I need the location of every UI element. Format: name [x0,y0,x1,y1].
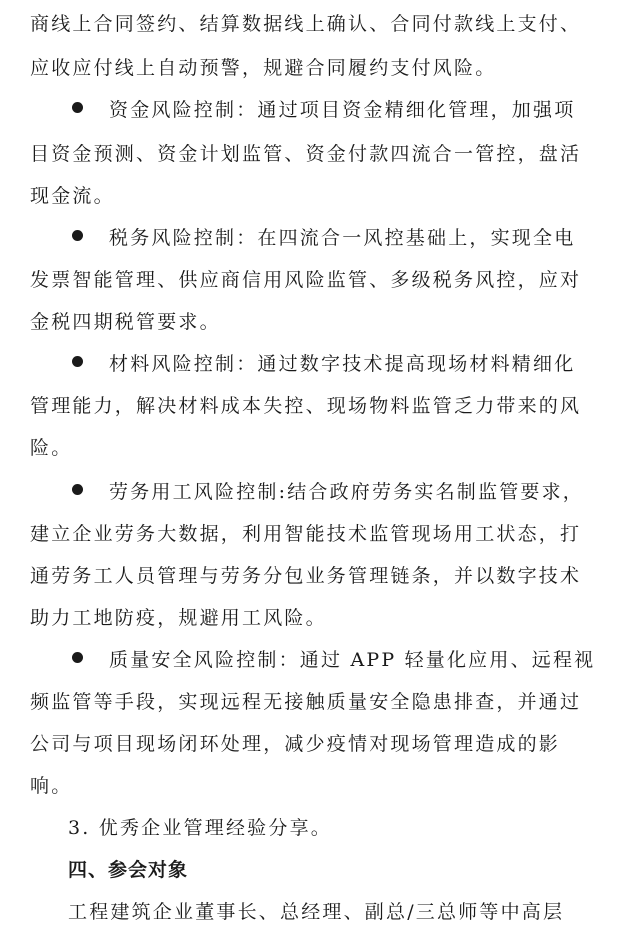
text-line: 公司与项目现场闭环处理，减少疫情对现场管理造成的影 [30,733,561,755]
text-line: 金税四期税管要求。 [30,311,221,333]
bullet-icon [72,230,83,241]
text-line: 目资金预测、资金计划监管、资金付款四流合一管控，盘活 [30,143,582,165]
text-line: 工程建筑企业董事长、总经理、副总/三总师等中高层 [68,901,565,923]
text-line: 频监管等手段，实现远程无接触质量安全隐患排查，并通过 [30,691,582,713]
bullet-item-labor [72,480,622,504]
text-line: 材料风险控制：通过数字技术提高现场材料精细化 [109,353,576,375]
text-line: 现金流。 [30,185,115,207]
bullet-icon [72,102,83,113]
bullet-item-tax [72,226,622,250]
text-line: 管理能力，解决材料成本失控、现场物料监管乏力带来的风 [30,395,582,417]
text-line: 发票智能管理、供应商信用风险监管、多级税务风控，应对 [30,269,582,291]
bullet-icon [72,484,83,495]
text-line: 应收应付线上自动预警，规避合同履约支付风险。 [30,57,497,79]
text-line: 商线上合同签约、结算数据线上确认、合同付款线上支付、 [30,13,582,35]
section-heading: 四、参会对象 [68,859,189,881]
numbered-item-3: 3. 优秀企业管理经验分享。 [68,817,332,839]
text-line: 质量安全风险控制：通过 APP 轻量化应用、远程视 [109,649,596,671]
text-line: 助力工地防疫，规避用工风险。 [30,607,327,629]
text-line: 通劳务工人员管理与劳务分包业务管理链条，并以数字技术 [30,565,582,587]
bullet-item-funds [72,98,622,122]
text-line: 劳务用工风险控制:结合政府劳务实名制监管要求， [109,481,585,503]
bullet-icon [72,356,83,367]
text-line: 资金风险控制：通过项目资金精细化管理，加强项 [109,99,576,121]
bullet-item-materials [72,352,622,376]
bullet-item-quality-safety [72,648,622,672]
bullet-icon [72,652,83,663]
text-line: 建立企业劳务大数据，利用智能技术监管现场用工状态，打 [30,523,582,545]
text-line: 响。 [30,775,73,797]
text-line: 税务风险控制：在四流合一风控基础上，实现全电 [109,227,576,249]
text-line: 险。 [30,437,73,459]
